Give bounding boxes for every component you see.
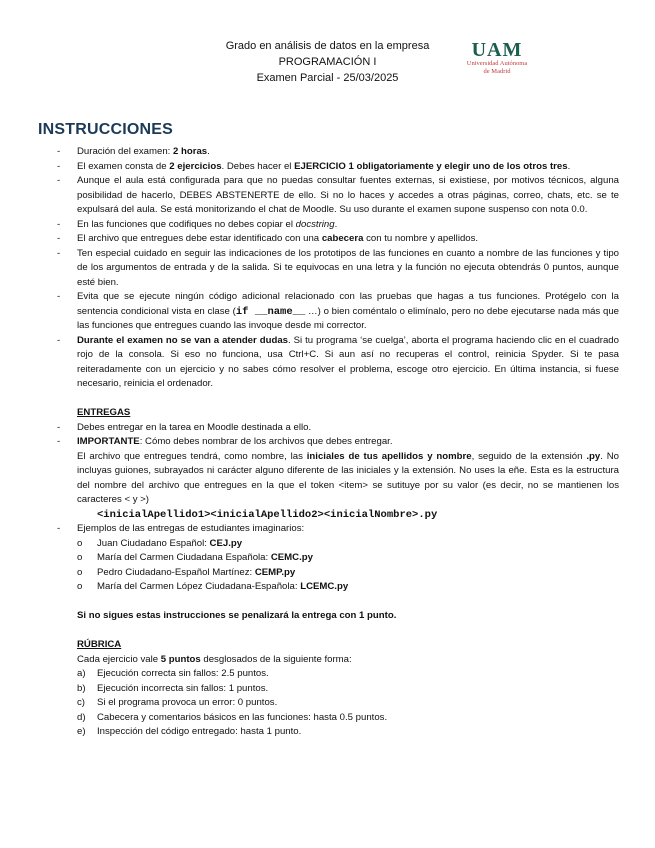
- rubrica-list-wrap: [57, 667, 619, 740]
- exam-line: Examen Parcial - 25/03/2025: [256, 72, 399, 84]
- text: María del Carmen López Ciudadana-Española:: [97, 581, 301, 592]
- text: …) o bien coméntalo o elimínalo, pero no debe ejecutarse nada más que las funciones que entregues cuando las invoque desde mi corrector.: [77, 305, 619, 331]
- text: desglosados de la siguiente forma:: [200, 653, 352, 665]
- text: . No incluyas guiones, subrayados ni carácter alguno diferente de las iniciales y la extensión. No uses la eñe. Esta es la estructura del nombre del archivo que entregues en la que el token <item> se sutituye por su valor (es decir, no se mantienen los caracteres < y >): [77, 450, 619, 505]
- code-snippet: if __name__: [235, 305, 306, 318]
- emphasis: 2 ejercicios: [169, 160, 222, 172]
- document-header: [0, 38, 655, 86]
- logo-mark: UAM: [471, 39, 523, 61]
- list-item: [77, 711, 619, 726]
- filename: CEMP.py: [254, 566, 296, 578]
- university-logo: [452, 40, 542, 76]
- list-item: [57, 537, 619, 552]
- spacer: [57, 392, 619, 407]
- emphasis: 2 horas: [173, 146, 208, 157]
- penalty-warning: [57, 609, 619, 624]
- rubrica-intro: [57, 653, 619, 668]
- text: El archivo que entregues tendrá, como nombre, las: [77, 450, 307, 462]
- item-label: d): [77, 711, 86, 723]
- examples-list: [57, 537, 619, 595]
- text: . Si tu programa ‘se cuelga’, aborta el programa haciendo clic en el cuadrado rojo de la consola. Si eso no funciona, usa Ctrl+C. Si aun así no recuperas el control, reinicia Spyder. Si te pasa reiteradamente con un ejercicio y no sabes cómo resolver el problema, escoge otro ejercicio. En última instancia, si fuese necesario, reinicia el ordenador.: [77, 334, 619, 389]
- text: Duración del examen:: [77, 146, 173, 157]
- text: Cabecera y comentarios básicos en las funciones: hasta 0.5 puntos.: [97, 711, 388, 723]
- text: Inspección del código entregado: hasta 1 punto.: [97, 726, 302, 737]
- text: .: [567, 160, 571, 172]
- emphasis: .py: [586, 450, 601, 462]
- text: Ejecución incorrecta sin fallos: 1 puntos.: [97, 682, 269, 694]
- list-item: [57, 435, 619, 450]
- list-item: [57, 160, 619, 175]
- examples-intro-list: [57, 522, 619, 537]
- list-item: [77, 682, 619, 697]
- entregas-list: [57, 421, 619, 450]
- list-item: - Ten especial cuidado en seguir las indicaciones de los prototipos de las funciones en cuanto a nombre de las funciones y tipo de los argumentos de entrada y de la salida. Si te equivocas en una letra y la función no ejecuta obtendrás 0 puntos, aunque esté bien.: [57, 247, 619, 291]
- text: María del Carmen Ciudadana Española:: [97, 552, 271, 563]
- list-item: [57, 290, 619, 334]
- list-item: [77, 667, 619, 682]
- list-item: [57, 232, 619, 247]
- logo-line1: Universidad Autónoma: [466, 60, 528, 67]
- emphasis: Durante el examen no se van a atender dudas: [77, 334, 288, 346]
- filename: CEJ.py: [209, 537, 243, 549]
- page-title: INSTRUCCIONES: [38, 121, 174, 138]
- text: Cada ejercicio vale: [77, 653, 161, 665]
- item-label: c): [77, 697, 85, 708]
- filename: LCEMC.py: [300, 581, 349, 592]
- text: Juan Ciudadano Español:: [97, 537, 210, 549]
- degree-line: Grado en análisis de datos en la empresa: [225, 40, 430, 52]
- text: Ejecución correcta sin fallos: 2.5 puntos.: [97, 668, 269, 679]
- list-item: [57, 145, 619, 160]
- list-item: - Aunque el aula está configurada para que no puedas consultar fuentes externas, si existiese, por motivos técnicos, alguna posibilidad de hacerlo, DEBES ABSTENERTE de ello. Si no lo haces y accedes a otras páginas, correo, chats, etc. se te expulsará del aula. Se está monitorizando el chat de Moodle. Su uso durante el examen supone suspenso con nota 0.0.: [57, 174, 619, 218]
- text: Si el programa provoca un error: 0 puntos.: [97, 697, 278, 708]
- text: . Debes hacer el: [221, 160, 295, 172]
- section-heading-entregas: ENTREGAS: [77, 407, 131, 418]
- text: : Cómo debes nombrar de los archivos que debes entregar.: [139, 436, 393, 447]
- list-item: [57, 551, 619, 566]
- emphasis: EJERCICIO 1 obligatoriamente y elegir uno de los otros tres: [294, 160, 568, 172]
- document-body: [57, 145, 619, 740]
- rubrica-list: [77, 667, 619, 740]
- list-item: [57, 334, 619, 392]
- text: .: [334, 218, 338, 230]
- text: .: [207, 146, 210, 157]
- code-snippet: <inicialApellido1><inicialApellido2><inicialNombre>.py: [97, 508, 438, 521]
- list-item: [77, 696, 619, 711]
- naming-paragraph: [57, 450, 619, 508]
- list-item: - Ejemplos de las entregas de estudiantes imaginarios:: [57, 522, 619, 537]
- logo-line2: de Madrid: [483, 68, 511, 75]
- spacer: [57, 595, 619, 610]
- item-label: a): [77, 668, 86, 679]
- spacer: [57, 624, 619, 639]
- item-label: b): [77, 682, 86, 694]
- text: , seguido de la extensión: [471, 450, 587, 462]
- list-item: [57, 218, 619, 233]
- emphasis: cabecera: [321, 233, 364, 244]
- text: El examen consta de: [77, 160, 170, 172]
- emphasis: 5 puntos: [160, 653, 201, 665]
- list-item: [57, 580, 619, 595]
- list-item: [57, 566, 619, 581]
- list-item: - Debes entregar en la tarea en Moodle destinada a ello.: [57, 421, 619, 436]
- text: Evita que se ejecute ningún código adicional relacionado con las pruebas que hagas a tus funciones. Protégelo con la sentencia condicional vista en clase (: [77, 291, 619, 317]
- emphasis: docstring: [295, 218, 335, 230]
- item-label: e): [77, 726, 86, 737]
- text: En las funciones que codifiques no debes copiar el: [77, 218, 296, 230]
- section-heading-rubrica: RÚBRICA: [77, 639, 122, 650]
- filename-pattern: [57, 508, 619, 523]
- text: con tu nombre y apellidos.: [363, 233, 479, 244]
- emphasis: Si no sigues estas instrucciones se penalizará la entrega con 1 punto.: [77, 610, 397, 621]
- emphasis: iniciales de tus apellidos y nombre: [306, 450, 472, 462]
- course-line: PROGRAMACIÓN I: [278, 56, 377, 68]
- instructions-list: [57, 145, 619, 392]
- filename: CEMC.py: [270, 552, 313, 563]
- emphasis: IMPORTANTE: [77, 436, 140, 447]
- list-item: [77, 725, 619, 740]
- text: El archivo que entregues debe estar identificado con una: [77, 233, 322, 244]
- text: Pedro Ciudadano-Español Martínez:: [97, 566, 255, 578]
